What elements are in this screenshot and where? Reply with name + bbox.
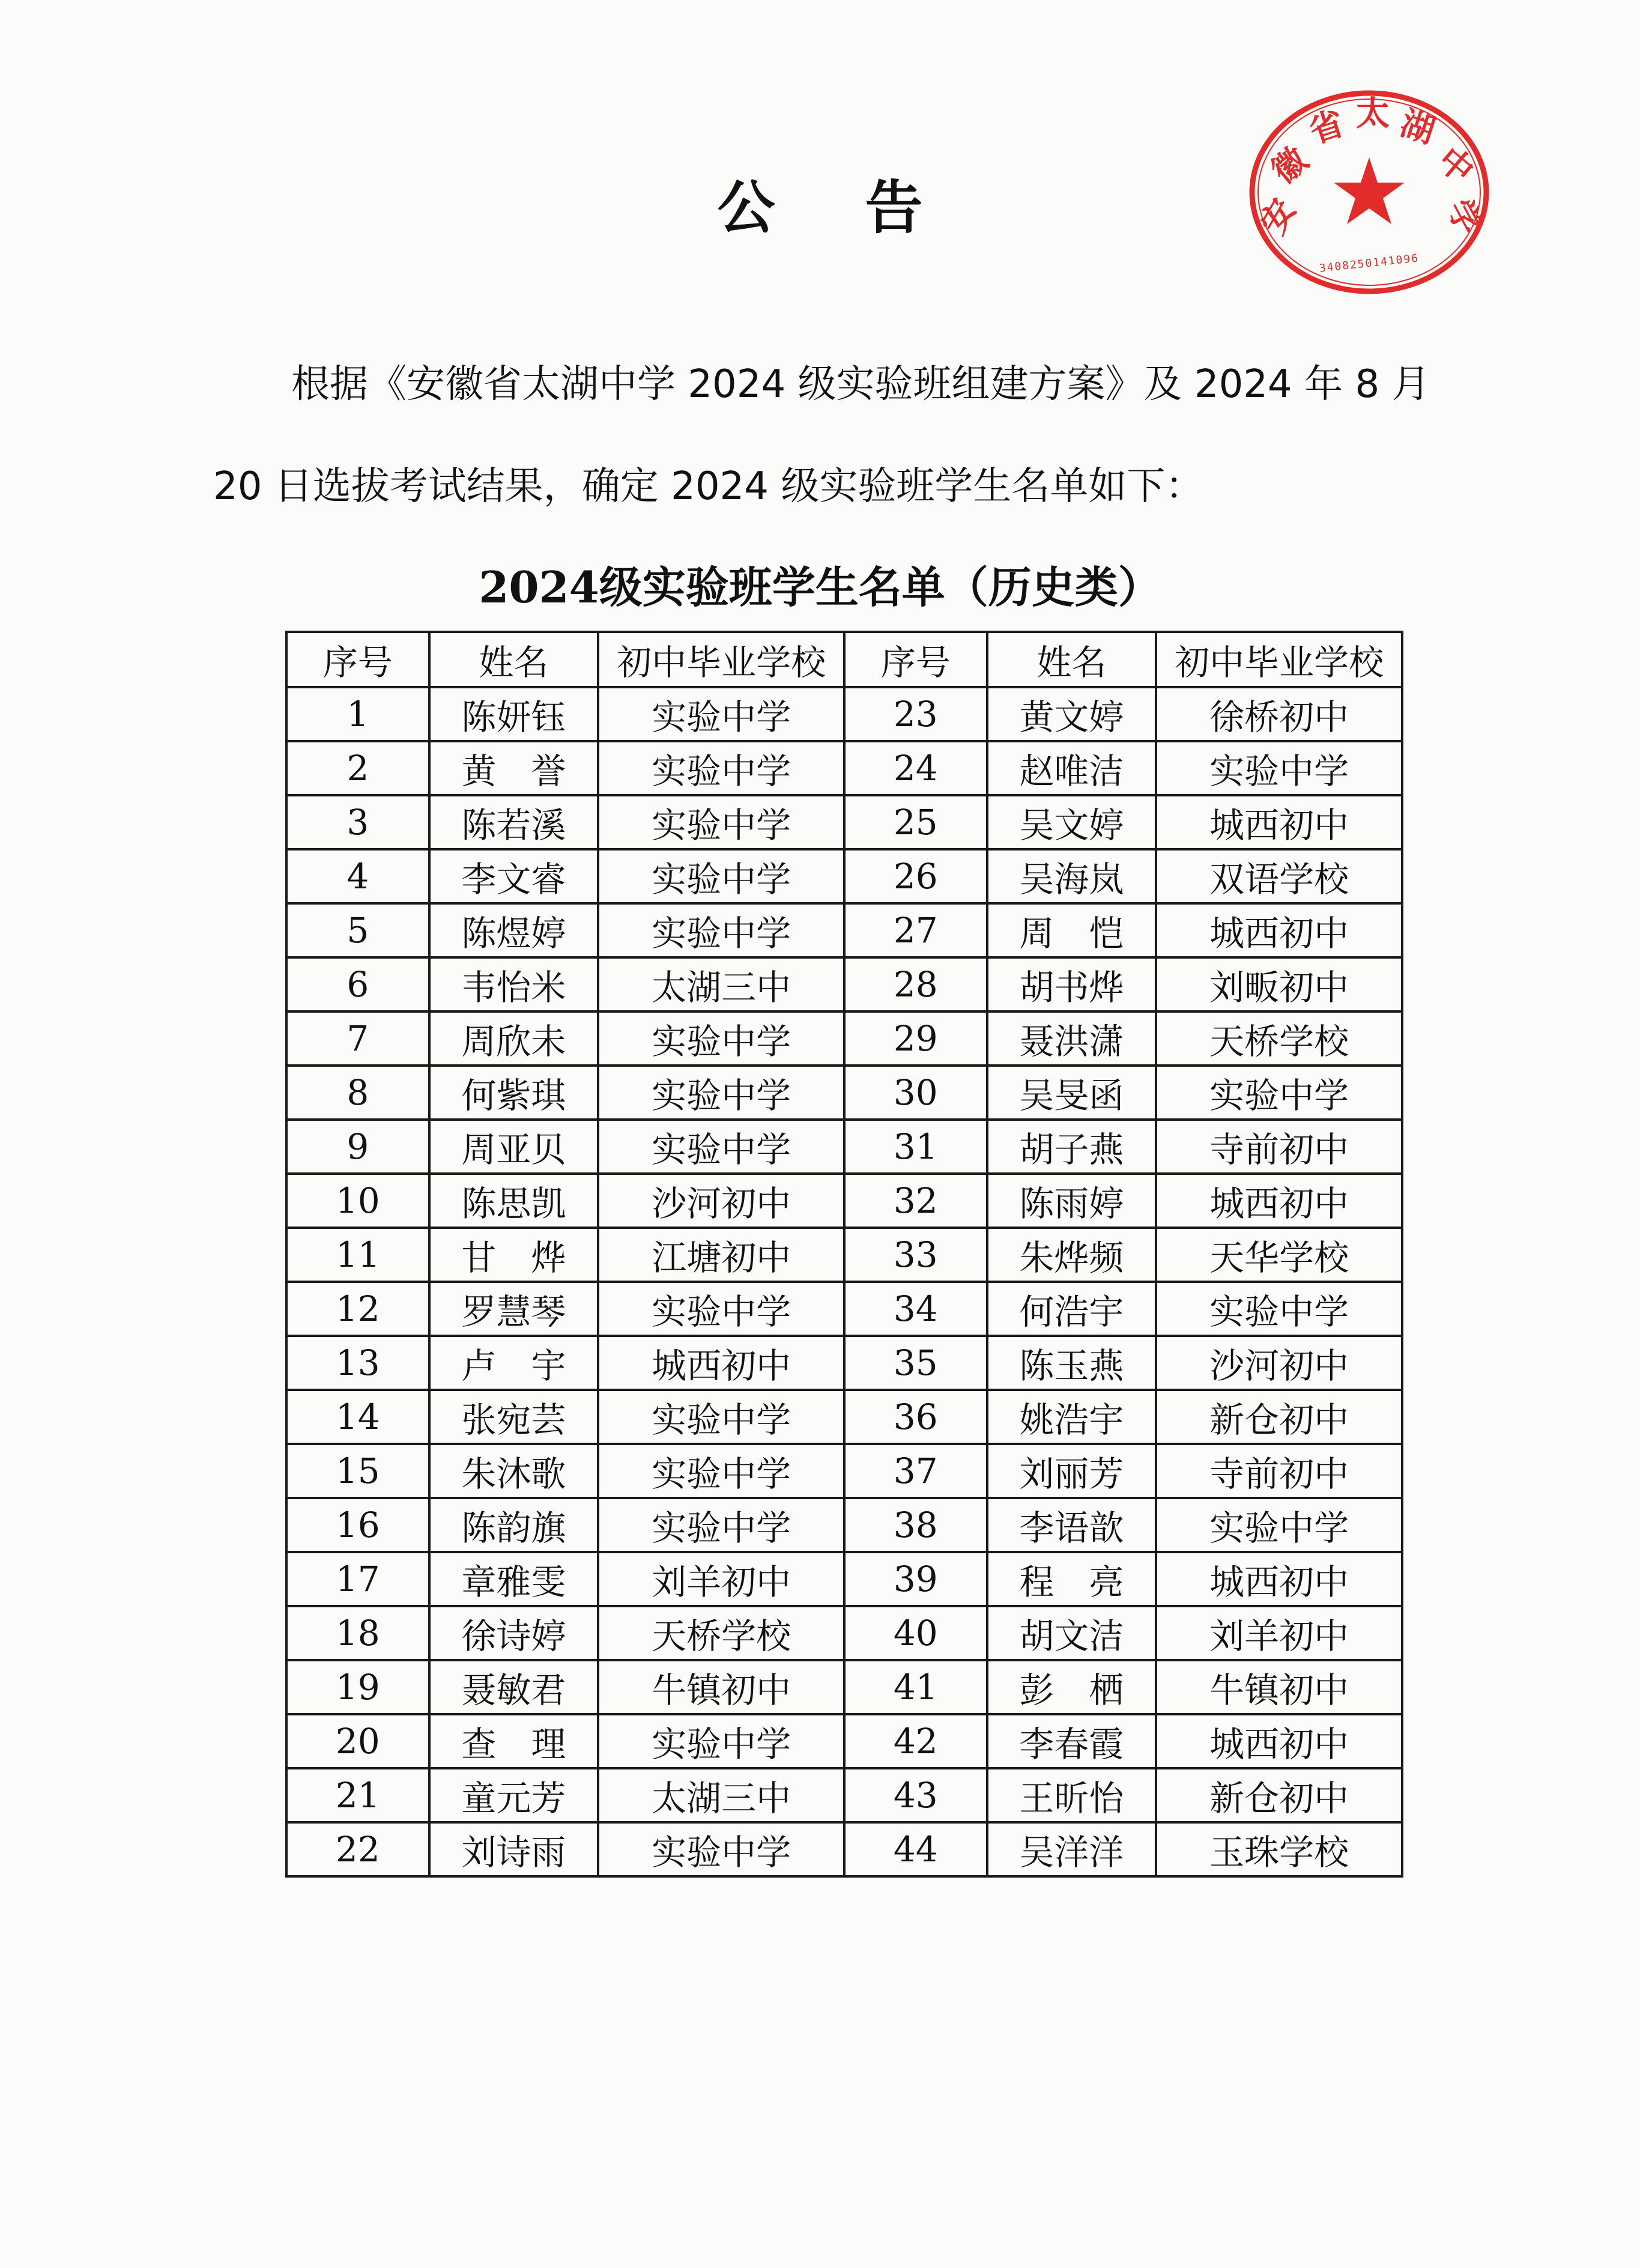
serial-number-cell: 19 (286, 1660, 429, 1714)
svg-text:中: 中 (1430, 139, 1481, 192)
graduating-school-cell: 太湖三中 (598, 957, 844, 1011)
serial-number-cell: 6 (286, 957, 429, 1011)
serial-number-cell: 7 (286, 1011, 429, 1066)
serial-number-cell: 36 (844, 1390, 987, 1444)
serial-number-cell: 1 (286, 687, 429, 741)
official-seal (1231, 78, 1507, 306)
table-header-row (286, 632, 1402, 687)
serial-number-cell: 20 (286, 1714, 429, 1768)
table-body (286, 687, 1402, 1876)
serial-number-cell: 34 (844, 1282, 987, 1336)
seal-stamp-icon (1231, 78, 1507, 306)
serial-number-cell: 26 (844, 849, 987, 903)
serial-number-cell: 17 (286, 1552, 429, 1606)
graduating-school-cell: 实验中学 (598, 1498, 844, 1552)
graduating-school-cell: 实验中学 (598, 795, 844, 849)
student-name-cell: 李春霞 (987, 1714, 1157, 1768)
table-row (286, 1336, 1402, 1390)
graduating-school-cell: 实验中学 (598, 1444, 844, 1498)
graduating-school-cell: 太湖三中 (598, 1768, 844, 1822)
serial-number-cell: 38 (844, 1498, 987, 1552)
student-name-cell: 周亚贝 (429, 1120, 599, 1174)
student-name-cell: 童元芳 (429, 1768, 599, 1822)
graduating-school-cell: 实验中学 (598, 1714, 844, 1768)
serial-number-cell: 18 (286, 1606, 429, 1660)
table-row (286, 1660, 1402, 1714)
serial-number-cell: 37 (844, 1444, 987, 1498)
serial-number-cell: 11 (286, 1228, 429, 1282)
graduating-school-cell: 实验中学 (598, 1066, 844, 1120)
graduating-school-cell: 城西初中 (1156, 795, 1402, 849)
student-name-cell: 朱沐歌 (429, 1444, 599, 1498)
serial-number-cell: 2 (286, 741, 429, 795)
student-name-cell: 甘 烨 (429, 1228, 599, 1282)
svg-text:学: 学 (1439, 193, 1490, 241)
serial-number-cell: 29 (844, 1011, 987, 1066)
graduating-school-cell: 刘羊初中 (1156, 1606, 1402, 1660)
table-row (286, 849, 1402, 903)
serial-number-cell: 4 (286, 849, 429, 903)
serial-number-cell: 25 (844, 795, 987, 849)
graduating-school-cell: 实验中学 (1156, 741, 1402, 795)
svg-text:太: 太 (1356, 94, 1390, 133)
graduating-school-cell: 城西初中 (1156, 1552, 1402, 1606)
graduating-school-cell: 寺前初中 (1156, 1120, 1402, 1174)
table-row (286, 957, 1402, 1011)
graduating-school-cell: 城西初中 (598, 1336, 844, 1390)
graduating-school-cell: 实验中学 (598, 1011, 844, 1066)
paragraph-line-1: 根据《安徽省太湖中学 2024 级实验班组建方案》及 2024 年 8 月 (291, 362, 1430, 407)
serial-number-cell: 28 (844, 957, 987, 1011)
header-cell: 姓名 (987, 632, 1157, 687)
graduating-school-cell: 天华学校 (1156, 1228, 1402, 1282)
student-name-cell: 黄 誉 (429, 741, 599, 795)
student-name-cell: 韦怡米 (429, 957, 599, 1011)
student-name-cell: 罗慧琴 (429, 1282, 599, 1336)
serial-number-cell: 32 (844, 1174, 987, 1228)
student-name-cell: 聂敏君 (429, 1660, 599, 1714)
paragraph-line-2: 20 日选拔考试结果，确定 2024 级实验班学生名单如下： (213, 464, 1204, 509)
student-name-cell: 何紫琪 (429, 1066, 599, 1120)
student-name-cell: 刘诗雨 (429, 1822, 599, 1876)
student-name-cell: 聂洪潇 (987, 1011, 1157, 1066)
student-name-cell: 黄文婷 (987, 687, 1157, 741)
student-name-cell: 陈韵旗 (429, 1498, 599, 1552)
graduating-school-cell: 城西初中 (1156, 903, 1402, 957)
student-name-cell: 陈思凯 (429, 1174, 599, 1228)
student-name-cell: 赵唯洁 (987, 741, 1157, 795)
graduating-school-cell: 实验中学 (598, 687, 844, 741)
student-name-cell: 陈妍钰 (429, 687, 599, 741)
table-row (286, 741, 1402, 795)
table-row (286, 1011, 1402, 1066)
serial-number-cell: 23 (844, 687, 987, 741)
serial-number-cell: 31 (844, 1120, 987, 1174)
graduating-school-cell: 刘畈初中 (1156, 957, 1402, 1011)
student-name-cell: 陈煜婷 (429, 903, 599, 957)
graduating-school-cell: 牛镇初中 (598, 1660, 844, 1714)
student-name-cell: 周 恺 (987, 903, 1157, 957)
graduating-school-cell: 寺前初中 (1156, 1444, 1402, 1498)
student-name-cell: 胡子燕 (987, 1120, 1157, 1174)
graduating-school-cell: 徐桥初中 (1156, 687, 1402, 741)
graduating-school-cell: 实验中学 (598, 849, 844, 903)
student-name-cell: 何浩宇 (987, 1282, 1157, 1336)
student-name-cell: 胡书烨 (987, 957, 1157, 1011)
table-row (286, 1120, 1402, 1174)
table-row (286, 1552, 1402, 1606)
graduating-school-cell: 城西初中 (1156, 1174, 1402, 1228)
serial-number-cell: 9 (286, 1120, 429, 1174)
graduating-school-cell: 天桥学校 (1156, 1011, 1402, 1066)
student-name-cell: 李语歆 (987, 1498, 1157, 1552)
serial-number-cell: 12 (286, 1282, 429, 1336)
seal-digits: 3408250141096 (1318, 252, 1420, 275)
serial-number-cell: 39 (844, 1552, 987, 1606)
graduating-school-cell: 实验中学 (598, 1822, 844, 1876)
graduating-school-cell: 实验中学 (598, 1120, 844, 1174)
table-row (286, 1768, 1402, 1822)
serial-number-cell: 24 (844, 741, 987, 795)
graduating-school-cell: 新仓初中 (1156, 1390, 1402, 1444)
header-cell: 姓名 (429, 632, 599, 687)
graduating-school-cell: 实验中学 (598, 1282, 844, 1336)
student-roster-table (285, 631, 1403, 1878)
table-row (286, 1174, 1402, 1228)
student-name-cell: 张宛芸 (429, 1390, 599, 1444)
graduating-school-cell: 实验中学 (1156, 1066, 1402, 1120)
table-row (286, 1390, 1402, 1444)
student-name-cell: 章雅雯 (429, 1552, 599, 1606)
student-name-cell: 姚浩宇 (987, 1390, 1157, 1444)
table-row (286, 903, 1402, 957)
graduating-school-cell: 牛镇初中 (1156, 1660, 1402, 1714)
student-name-cell: 周欣未 (429, 1011, 599, 1066)
table-row (286, 1498, 1402, 1552)
table-row (286, 1228, 1402, 1282)
serial-number-cell: 10 (286, 1174, 429, 1228)
graduating-school-cell: 新仓初中 (1156, 1768, 1402, 1822)
serial-number-cell: 8 (286, 1066, 429, 1120)
graduating-school-cell: 城西初中 (1156, 1714, 1402, 1768)
svg-text:徽: 徽 (1264, 139, 1316, 192)
header-cell: 序号 (286, 632, 429, 687)
student-name-cell: 吴旻函 (987, 1066, 1157, 1120)
graduating-school-cell: 实验中学 (598, 1390, 844, 1444)
graduating-school-cell: 实验中学 (1156, 1282, 1402, 1336)
table-row (286, 1606, 1402, 1660)
student-name-cell: 彭 栖 (987, 1660, 1157, 1714)
graduating-school-cell: 江塘初中 (598, 1228, 844, 1282)
student-name-cell: 王昕怡 (987, 1768, 1157, 1822)
table-row (286, 1066, 1402, 1120)
serial-number-cell: 35 (844, 1336, 987, 1390)
serial-number-cell: 30 (844, 1066, 987, 1120)
graduating-school-cell: 实验中学 (598, 903, 844, 957)
table-row (286, 1282, 1402, 1336)
student-name-cell: 卢 宇 (429, 1336, 599, 1390)
serial-number-cell: 44 (844, 1822, 987, 1876)
serial-number-cell: 27 (844, 903, 987, 957)
serial-number-cell: 22 (286, 1822, 429, 1876)
table-row (286, 1822, 1402, 1876)
graduating-school-cell: 玉珠学校 (1156, 1822, 1402, 1876)
student-name-cell: 程 亮 (987, 1552, 1157, 1606)
graduating-school-cell: 实验中学 (598, 741, 844, 795)
serial-number-cell: 43 (844, 1768, 987, 1822)
graduating-school-cell: 实验中学 (1156, 1498, 1402, 1552)
graduating-school-cell: 天桥学校 (598, 1606, 844, 1660)
graduating-school-cell: 沙河初中 (598, 1174, 844, 1228)
student-name-cell: 朱烨频 (987, 1228, 1157, 1282)
serial-number-cell: 15 (286, 1444, 429, 1498)
svg-text:省: 省 (1304, 103, 1349, 151)
graduating-school-cell: 刘羊初中 (598, 1552, 844, 1606)
serial-number-cell: 14 (286, 1390, 429, 1444)
table-row (286, 1444, 1402, 1498)
svg-text:安: 安 (1253, 192, 1304, 241)
student-name-cell: 吴海岚 (987, 849, 1157, 903)
serial-number-cell: 33 (844, 1228, 987, 1282)
table-title: 2024级实验班学生名单（历史类） (479, 562, 1161, 613)
student-name-cell: 陈玉燕 (987, 1336, 1157, 1390)
graduating-school-cell: 沙河初中 (1156, 1336, 1402, 1390)
student-name-cell: 吴文婷 (987, 795, 1157, 849)
header-cell: 初中毕业学校 (598, 632, 844, 687)
header-cell: 初中毕业学校 (1156, 632, 1402, 687)
notice-title: 公告 (717, 174, 1013, 241)
student-name-cell: 查 理 (429, 1714, 599, 1768)
notice-paragraph (213, 333, 1430, 538)
serial-number-cell: 40 (844, 1606, 987, 1660)
graduating-school-cell: 双语学校 (1156, 849, 1402, 903)
header-cell: 序号 (844, 632, 987, 687)
student-name-cell: 陈雨婷 (987, 1174, 1157, 1228)
serial-number-cell: 42 (844, 1714, 987, 1768)
svg-text:湖: 湖 (1396, 103, 1440, 151)
serial-number-cell: 16 (286, 1498, 429, 1552)
serial-number-cell: 41 (844, 1660, 987, 1714)
student-name-cell: 陈若溪 (429, 795, 599, 849)
student-name-cell: 李文睿 (429, 849, 599, 903)
serial-number-cell: 3 (286, 795, 429, 849)
student-name-cell: 胡文洁 (987, 1606, 1157, 1660)
table-row (286, 795, 1402, 849)
serial-number-cell: 5 (286, 903, 429, 957)
table-row (286, 1714, 1402, 1768)
serial-number-cell: 21 (286, 1768, 429, 1822)
table-row (286, 687, 1402, 741)
student-name-cell: 吴洋洋 (987, 1822, 1157, 1876)
serial-number-cell: 13 (286, 1336, 429, 1390)
student-name-cell: 徐诗婷 (429, 1606, 599, 1660)
student-name-cell: 刘丽芳 (987, 1444, 1157, 1498)
